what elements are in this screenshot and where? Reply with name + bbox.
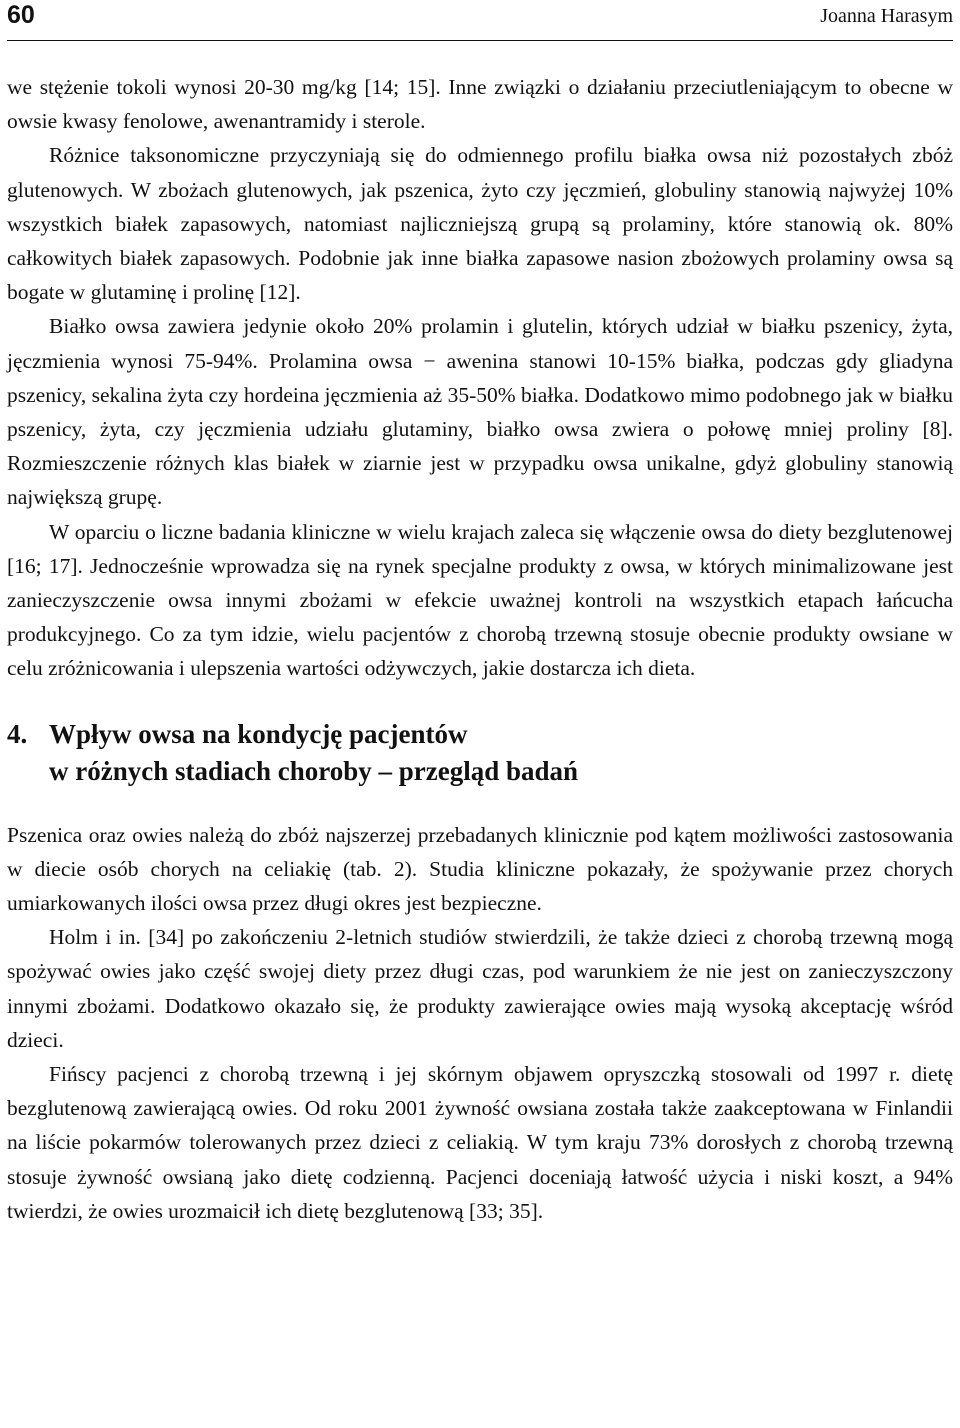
section-heading (7, 716, 953, 790)
running-head-author: Joanna Harasym (820, 5, 953, 27)
paragraph: W oparciu o liczne badania kliniczne w wielu krajach zaleca się włączenie owsa do diety bezglutenowej [16; 17]. Jednocześnie wprowadza się na rynek specjalne produkty z owsa, w których minimalizowane jest zanieczyszczenie owsa innymi zbożami w efekcie uważnej kontroli na wszystkich etapach łańcucha produkcyjnego. Co za tym idzie, wielu pacjentów z chorobą trzewną stosuje obecnie produkty owsiane w celu zróżnicowania i ulepszenia wartości odżywczych, jakie dostarcza ich dieta. (7, 519, 953, 681)
paragraph: Różnice taksonomiczne przyczyniają się do odmiennego profilu białka owsa niż pozostałych zbóż glutenowych. W zbożach glutenowych, jak pszenica, żyto czy jęczmień, globuliny stanowią najwyżej 10% wszystkich białek zapasowych, natomiast najliczniejszą grupą są prolaminy, które stanowią ok. 80% całkowitych białek zapasowych. Podobnie jak inne białka zapasowe nasion zbożowych prolaminy owsa są bogate w glutaminę i prolinę [12]. (7, 143, 953, 305)
section-number: 4. (7, 718, 28, 749)
section-title-line-2: w różnych stadiach choroby – przegląd badań (49, 755, 579, 786)
paragraph: we stężenie tokoli wynosi 20-30 mg/kg [14; 15]. Inne związki o działaniu przeciutleniającym to obecne w owsie kwasy fenolowe, awenantramidy i sterole. (7, 75, 953, 134)
paragraph: Białko owsa zawiera jedynie około 20% prolamin i glutelin, których udział w białku pszenicy, żyta, jęczmienia wynosi 75-94%. Prolamina owsa − awenina stanowi 10-15% białka, podczas gdy gliadyna pszenicy, sekalina żyta czy hordeina jęczmienia aż 35-50% białka. Dodatkowo mimo podobnego jak w białku pszenicy, żyta, czy jęczmienia udziału glutaminy, białko owsa zwiera o połowę mniej proliny [8]. Rozmieszczenie różnych klas białek w ziarnie jest w przypadku owsa unikalne, gdyż globuliny stanowią największą grupę. (7, 314, 953, 510)
page-number: 60 (7, 1, 35, 29)
paragraph: Fińscy pacjenci z chorobą trzewną i jej skórnym objawem opryszczką stosowali od 1997 r. dietę bezglutenową zawierającą owies. Od roku 2001 żywność owsiana została także zaakceptowana w Finlandii na liście pokarmów tolerowanych przez dzieci z celiakią. W tym kraju 73% dorosłych z chorobą trzewną stosuje żywność owsianą jako dietę codzienną. Pacjenci doceniają łatwość użycia i niski koszt, a 94% twierdzi, że owies urozmaicił ich dietę bezglutenową [33; 35]. (7, 1062, 953, 1223)
paragraph: Pszenica oraz owies należą do zbóż najszerzej przebadanych klinicznie pod kątem możliwości zastosowania w diecie osób chorych na celiakię (tab. 2). Studia kliniczne pokazały, że spożywanie przez chorych umiarkowanych ilości owsa przez długi okres jest bezpieczne. (7, 822, 953, 916)
section-title (49, 716, 578, 790)
paragraph: Holm i in. [34] po zakończeniu 2-letnich studiów stwierdzili, że także dzieci z chorobą trzewną mogą spożywać owies jako część swojej diety przez długi czas, pod warunkiem że nie jest on zanieczyszczony innymi zbożami. Dodatkowo okazało się, że produkty zawierające owies mają wysoką akceptację wśród dzieci. (7, 925, 953, 1052)
page-body (7, 70, 953, 1228)
page-header (7, 0, 953, 41)
section-title-line-1: Wpływ owsa na kondycję pacjentów (49, 718, 468, 749)
